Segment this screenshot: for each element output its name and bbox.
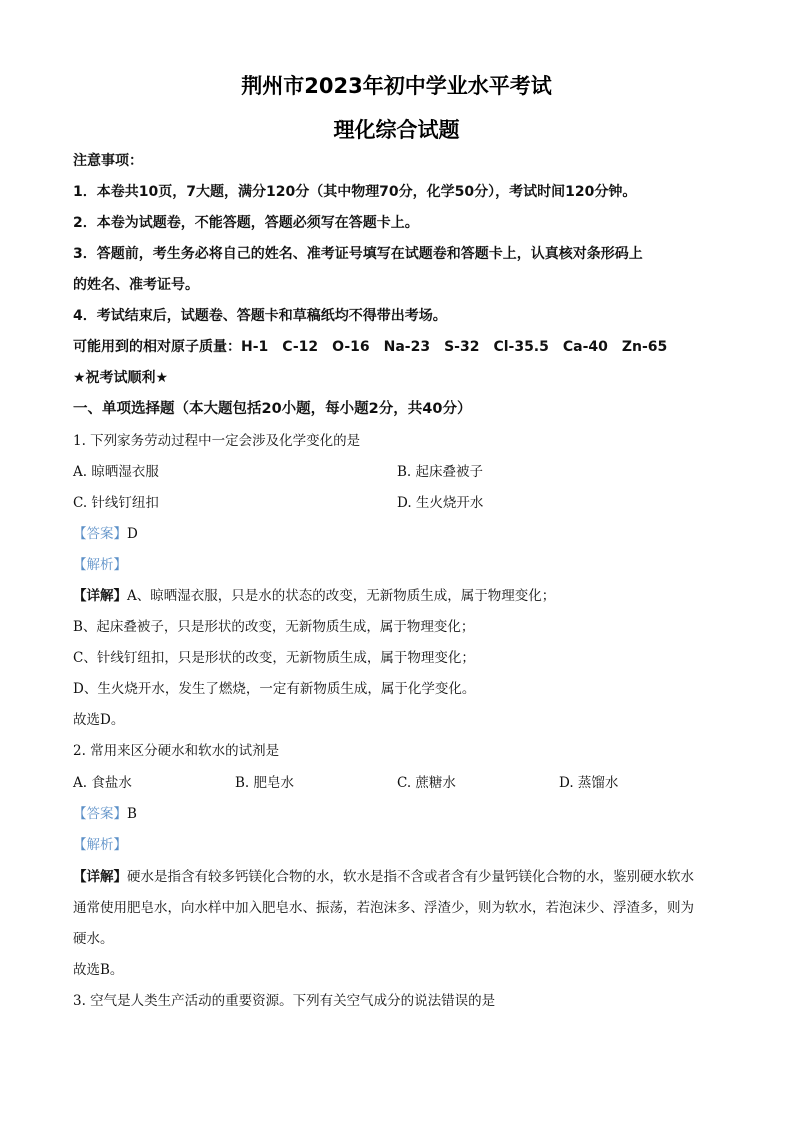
section-title: 一、单项选择题（本大题包括20小题，每小题2分，共40分） <box>73 401 472 417</box>
answer-value: D <box>127 526 138 542</box>
question-2-answer <box>73 805 137 823</box>
question-1-option-c: C. 针线钉纽扣 <box>73 495 159 511</box>
question-1-detail-line-3: C、针线钉纽扣，只是形状的改变，无新物质生成，属于物理变化； <box>73 650 475 666</box>
question-1-detail-line-1 <box>73 587 555 605</box>
notice-item-3-cont: 的姓名、准考证号。 <box>73 277 199 293</box>
notice-item-4: 4．考试结束后，试题卷、答题卡和草稿纸均不得带出考场。 <box>73 308 447 324</box>
notice-item-3: 3．答题前，考生务必将自己的姓名、准考证号填写在试题卷和答题卡上，认真核对条形码上 <box>73 246 643 262</box>
good-luck-wish: ★祝考试顺利★ <box>73 370 169 386</box>
notice-item-1: 1．本卷共10页，7大题，满分120分（其中物理70分，化学50分），考试时间120分钟。 <box>73 184 637 200</box>
detail-text: A、晾晒湿衣服，只是水的状态的改变，无新物质生成，属于物理变化； <box>127 588 556 604</box>
answer-value: B <box>127 806 137 822</box>
atomic-masses: 可能用到的相对原子质量：H-1 C-12 O-16 Na-23 S-32 Cl-35.5 Ca-40 Zn-65 <box>73 339 668 355</box>
detail-text: 硬水是指含有较多钙镁化合物的水，软水是指不含或者含有少量钙镁化合物的水，鉴别硬水软水 <box>127 869 694 885</box>
exam-title: 荆州市2023年初中学业水平考试 <box>241 74 552 98</box>
question-1-detail-line-2: B、起床叠被子，只是形状的改变，无新物质生成，属于物理变化； <box>73 619 475 635</box>
question-2-conclusion: 故选B。 <box>73 962 124 978</box>
exam-subtitle: 理化综合试题 <box>333 118 460 142</box>
question-2-option-c: C. 蔗糖水 <box>397 775 456 791</box>
notice-item-2: 2．本卷为试题卷，不能答题，答题必须写在答题卡上。 <box>73 215 419 231</box>
detail-label: 【详解】 <box>73 869 127 885</box>
question-3-stem: 3. 空气是人类生产活动的重要资源。下列有关空气成分的说法错误的是 <box>73 993 496 1009</box>
question-1-option-b: B. 起床叠被子 <box>397 464 484 480</box>
question-2-detail-line-3: 硬水。 <box>73 931 114 947</box>
question-2-stem: 2. 常用来区分硬水和软水的试剂是 <box>73 743 280 759</box>
detail-label: 【详解】 <box>73 588 127 604</box>
notice-heading: 注意事项： <box>73 153 143 169</box>
answer-label: 【答案】 <box>73 806 127 822</box>
question-2-analysis-label: 【解析】 <box>73 837 127 853</box>
question-1-analysis-label: 【解析】 <box>73 557 127 573</box>
question-2-detail-line-2: 通常使用肥皂水，向水样中加入肥皂水、振荡，若泡沫多、浮渣少，则为软水，若泡沫少、浮渣多，则为 <box>73 900 694 916</box>
question-2-option-a: A. 食盐水 <box>73 775 132 791</box>
question-1-option-a: A. 晾晒湿衣服 <box>73 464 159 480</box>
question-1-conclusion: 故选D。 <box>73 712 125 728</box>
question-1-detail-line-4: D、生火烧开水，发生了燃烧，一定有新物质生成，属于化学变化。 <box>73 681 476 697</box>
question-2-option-b: B. 肥皂水 <box>235 775 295 791</box>
question-1-stem: 1. 下列家务劳动过程中一定会涉及化学变化的是 <box>73 433 361 449</box>
answer-label: 【答案】 <box>73 526 127 542</box>
question-2-detail-line-1 <box>73 868 694 886</box>
question-1-option-d: D. 生火烧开水 <box>397 495 484 511</box>
question-2-option-d: D. 蒸馏水 <box>559 775 619 791</box>
question-1-answer <box>73 525 138 543</box>
